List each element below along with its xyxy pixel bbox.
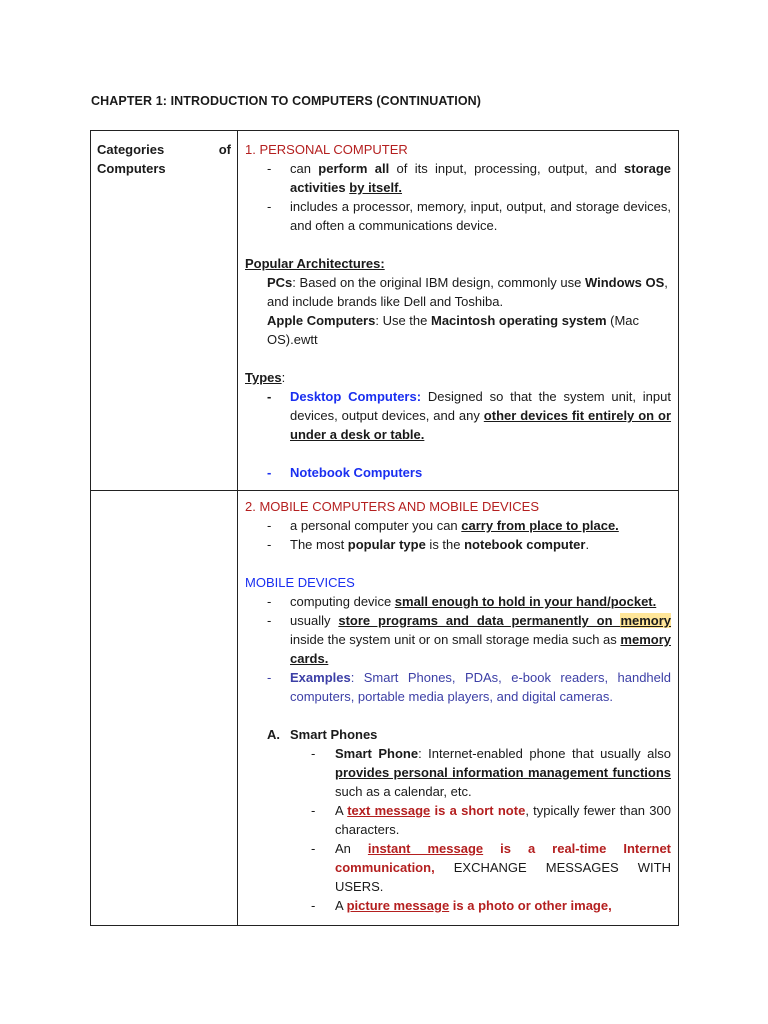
- bullet-list: [245, 159, 671, 235]
- list-item: - Smart Phone: Internet-enabled phone that usually also provides personal information management functions such as a calendar, etc.: [311, 746, 671, 799]
- personal-computer-cell: [238, 131, 679, 491]
- section-heading: 2. MOBILE COMPUTERS AND MOBILE DEVICES: [245, 499, 540, 514]
- list-item: - A text message is a short note, typically fewer than 300 characters.: [311, 803, 671, 837]
- table-row: [91, 131, 679, 491]
- category-label-word: Categories: [97, 142, 165, 157]
- subheading: A. Smart Phones: [267, 727, 378, 742]
- categories-table: [90, 130, 679, 926]
- mobile-computers-cell: [238, 491, 679, 926]
- category-label-word: Computers: [97, 161, 166, 176]
- bullet-list: [245, 744, 671, 915]
- list-item: - includes a processor, memory, input, output, and storage devices, and often a communications device.: [267, 199, 671, 233]
- list-item: - The most popular type is the notebook computer.: [267, 537, 590, 552]
- bullet-list: [245, 387, 671, 444]
- list-item: - can perform all of its input, processing, output, and storage activities by itself.: [267, 161, 672, 195]
- page-title: CHAPTER 1: INTRODUCTION TO COMPUTERS (CONTINUATION): [91, 94, 482, 108]
- list-item: - Examples: Smart Phones, PDAs, e-book readers, handheld computers, portable media players, and digital cameras.: [267, 670, 671, 704]
- list-item: - A picture message is a photo or other image,: [311, 898, 612, 913]
- subheading: Popular Architectures:: [245, 256, 385, 271]
- section-heading: 1. PERSONAL COMPUTER: [245, 142, 408, 157]
- list-item: - Desktop Computers: Designed so that the system unit, input devices, output devices, and any other devices fit entirely on or under a desk or table.: [267, 389, 672, 442]
- list-item: - computing device small enough to hold in your hand/pocket.: [267, 594, 657, 609]
- table-row: [91, 491, 679, 926]
- subheading: Types:: [245, 370, 286, 385]
- highlighted-text: memory: [620, 613, 672, 628]
- bullet-list: [245, 463, 671, 482]
- list-item: - a personal computer you can carry from place to place.: [267, 518, 619, 533]
- subheading: MOBILE DEVICES: [245, 575, 355, 590]
- bullet-list: [245, 516, 671, 554]
- empty-cell: [91, 491, 238, 926]
- category-label-cell: [91, 131, 238, 491]
- list-item: - usually store programs and data permanently on memory inside the system unit or on small storage media such as memory cards.: [267, 613, 672, 666]
- list-item: Apple Computers: Use the Macintosh operating system (Mac OS).ewtt: [267, 313, 640, 347]
- category-label-word: of: [218, 142, 231, 157]
- list-item: PCs: Based on the original IBM design, commonly use Windows OS, and include brands like Dell and Toshiba.: [267, 275, 668, 309]
- bullet-list: [245, 592, 671, 706]
- list-item: - Notebook Computers: [267, 465, 423, 480]
- list-item: - An instant message is a real-time Internet communication, EXCHANGE MESSAGES WITH USERS.: [311, 841, 671, 894]
